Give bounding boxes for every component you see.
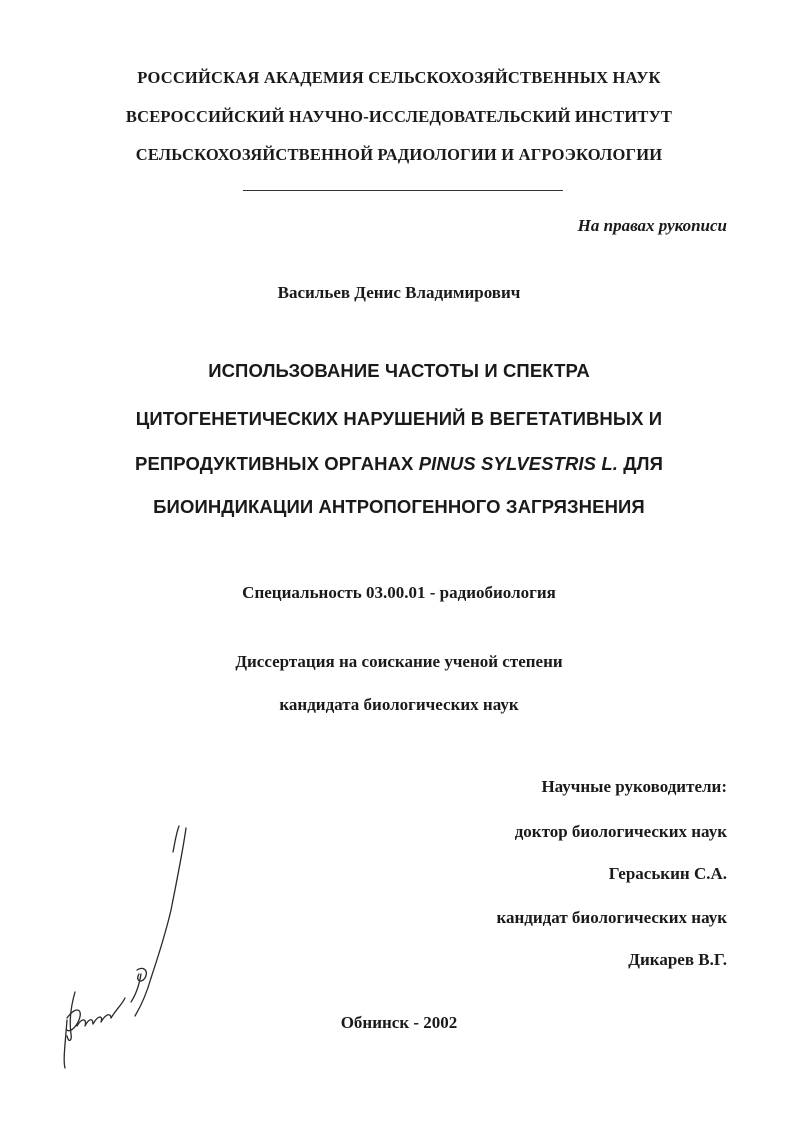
city-year: Обнинск - 2002 bbox=[340, 1013, 458, 1032]
species-name: PINUS SYLVESTRIS L. bbox=[418, 453, 618, 474]
title-line-3 bbox=[0, 453, 798, 475]
degree-line-1: Диссертация на соискание ученой степени bbox=[235, 652, 563, 671]
specialty: Специальность 03.00.01 - радиобиология bbox=[242, 583, 556, 602]
org-line-3: СЕЛЬСКОХОЗЯЙСТВЕННОЙ РАДИОЛОГИИ И АГРОЭКОЛОГИИ bbox=[135, 145, 663, 164]
handwritten-signature bbox=[55, 820, 195, 1070]
title-line-3-start: РЕПРОДУКТИВНЫХ ОРГАНАХ bbox=[135, 453, 419, 474]
title-line-2: ЦИТОГЕНЕТИЧЕСКИХ НАРУШЕНИЙ В ВЕГЕТАТИВНЫХ И bbox=[135, 408, 663, 429]
author-name: Васильев Денис Владимирович bbox=[277, 283, 521, 302]
title-line-3-end: ДЛЯ bbox=[617, 453, 663, 474]
title-line-4: БИОИНДИКАЦИИ АНТРОПОГЕННОГО ЗАГРЯЗНЕНИЯ bbox=[153, 496, 645, 517]
title-line-1: ИСПОЛЬЗОВАНИЕ ЧАСТОТЫ И СПЕКТРА bbox=[208, 360, 590, 381]
header-divider bbox=[243, 190, 563, 191]
supervisor-2-title: кандидат биологических наук bbox=[496, 908, 727, 927]
manuscript-note: На правах рукописи bbox=[577, 216, 727, 235]
supervisor-1-name: Гераськин С.А. bbox=[608, 864, 727, 883]
org-line-2: ВСЕРОССИЙСКИЙ НАУЧНО-ИССЛЕДОВАТЕЛЬСКИЙ ИНСТИТУТ bbox=[125, 107, 673, 126]
supervisor-2-name: Дикарев В.Г. bbox=[628, 950, 727, 969]
supervisors-heading: Научные руководители: bbox=[541, 777, 727, 796]
supervisor-1-title: доктор биологических наук bbox=[514, 822, 727, 841]
org-line-1: РОССИЙСКАЯ АКАДЕМИЯ СЕЛЬСКОХОЗЯЙСТВЕННЫХ НАУК bbox=[137, 68, 661, 87]
degree-line-2: кандидата биологических наук bbox=[279, 695, 519, 714]
